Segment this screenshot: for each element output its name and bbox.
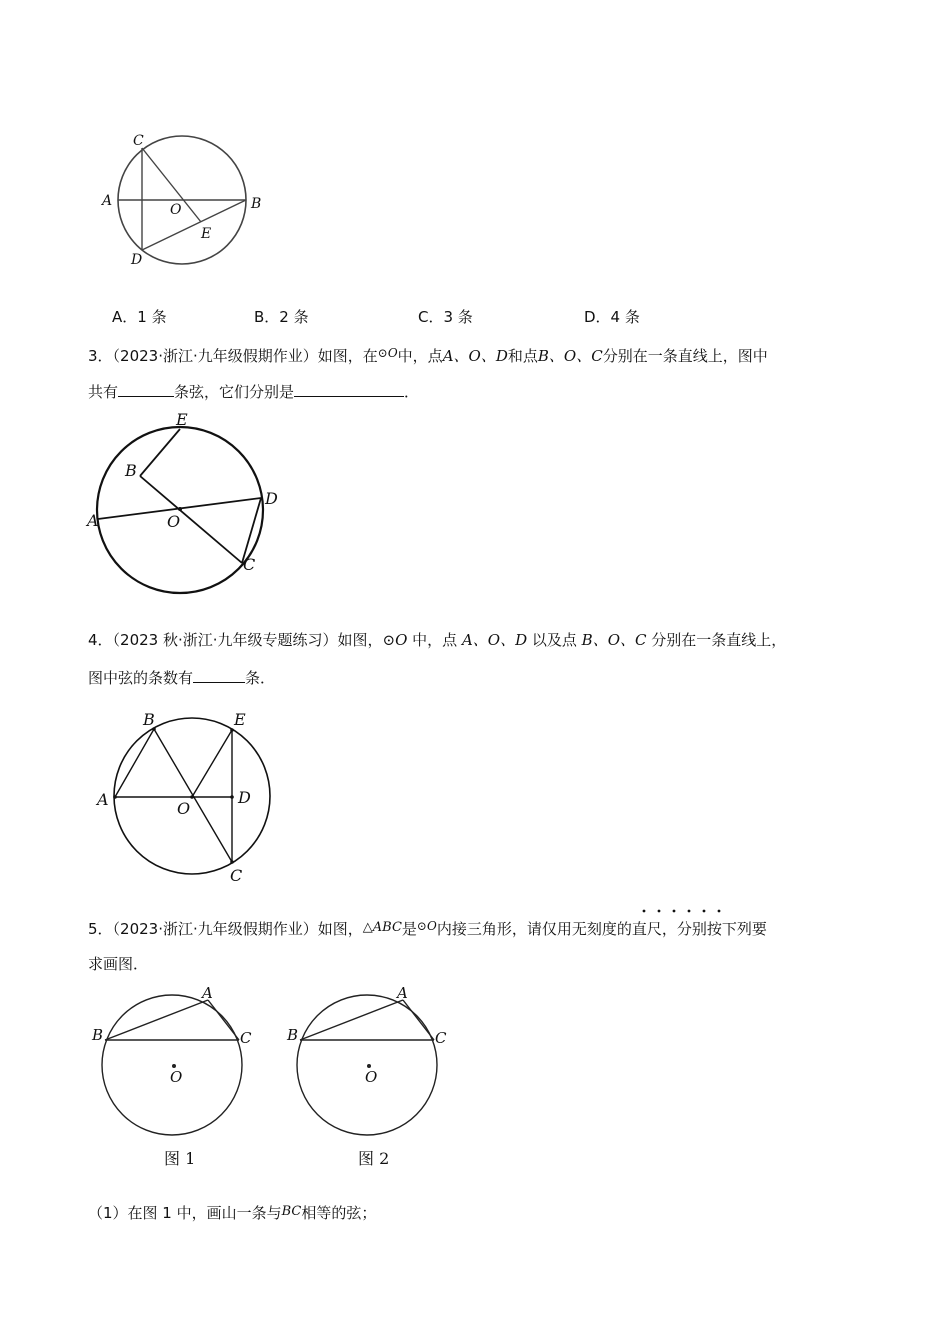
label-o: O [365, 1068, 378, 1086]
label-c: C [240, 1029, 252, 1047]
option-a[interactable]: A．1 条 [112, 308, 167, 326]
label-c: C [435, 1029, 447, 1047]
triangle-abc-symbol: △ABC [362, 920, 402, 935]
chord-ba [300, 1000, 403, 1040]
label-o: O [167, 512, 181, 531]
label-d: D [265, 489, 278, 508]
label-d: D [238, 788, 251, 807]
q4-number: 4． [88, 631, 113, 649]
q3-line1: 3．（2023·浙江·九年级假期作业）如图，在$^{⊙O}$中，点A、O、D和点B、O、C分别在一条直线上，图中 [88, 346, 768, 365]
label-b: B [92, 1026, 104, 1044]
label-b: B [287, 1026, 299, 1044]
option-c[interactable]: C．3 条 [418, 308, 473, 326]
label-o: O [177, 799, 191, 818]
circle-o-symbol: ⊙O [377, 346, 398, 360]
q5-sub1: （1）在图 1 中，画山一条与BC相等的弦； [88, 1204, 377, 1222]
label-a: A [397, 984, 408, 1002]
label-c: C [243, 555, 256, 574]
segment-bc-symbol: BC [281, 1204, 302, 1219]
q3-line2: 共有 条弦，它们分别是 ． [88, 383, 420, 401]
circle-o-symbol: ⊙O [416, 919, 437, 933]
label-c: C [230, 866, 243, 885]
q5-line1: 5．（2023·浙江·九年级假期作业）如图，△ABC是$^{⊙O}$内接三角形，请仅用无刻度的直尺，分别按下列要 [88, 919, 767, 938]
option-d[interactable]: D．4 条 [584, 308, 640, 326]
label-a: A [102, 193, 113, 209]
label-b: B [125, 461, 137, 480]
q4-line2: 图中弦的条数有 条． [88, 669, 276, 687]
label-o: O [170, 202, 182, 218]
label-e: E [234, 710, 246, 729]
label-b: B [143, 710, 155, 729]
circle-o-symbol: ⊙O [382, 631, 408, 649]
label-e: E [201, 226, 212, 242]
label-d: D [131, 252, 143, 268]
label-c: C [133, 133, 144, 149]
q5-line2: 求画图． [88, 955, 149, 973]
label-b: B [251, 196, 262, 212]
label-a: A [202, 984, 213, 1002]
chord-ac [403, 1000, 434, 1040]
figure-1-caption: 图 1 [164, 1149, 196, 1168]
q3-number: 3． [88, 347, 113, 365]
label-a: A [97, 790, 109, 809]
q4-line1: 4．（2023 秋·浙江·九年级专题练习）如图，⊙O 中，点 A、O、D 以及点 B、O、C 分别在一条直线上， [88, 631, 787, 649]
label-o: O [170, 1068, 183, 1086]
q5-number: 5． [88, 920, 113, 938]
label-a: A [87, 511, 99, 530]
label-e: E [176, 410, 188, 429]
option-b[interactable]: B．2 条 [254, 308, 309, 326]
figure-2-caption: 图 2 [358, 1149, 390, 1168]
emphasized-text: 无刻度的直尺 [571, 920, 662, 938]
